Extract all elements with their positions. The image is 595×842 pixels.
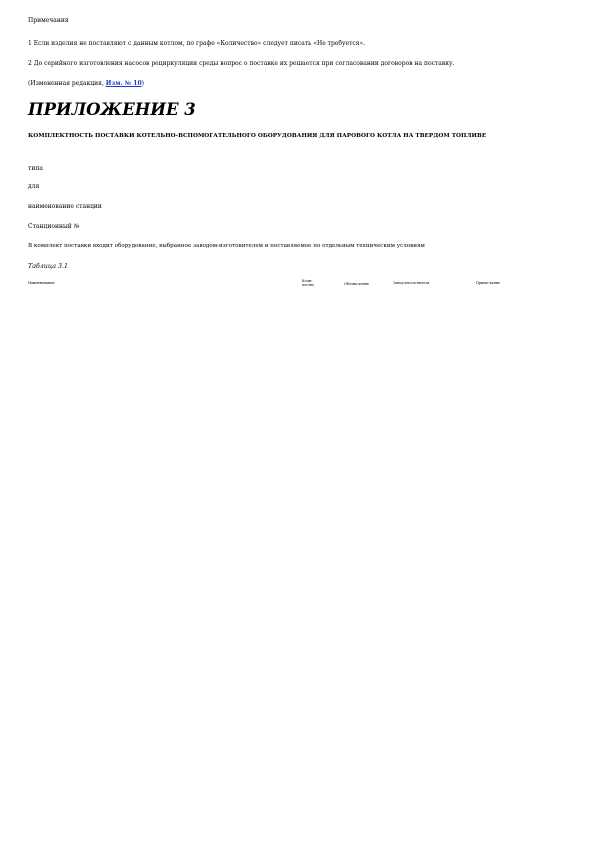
edition-prefix: (Измененная редакция, [28,80,106,87]
field-for-label: для [28,183,40,190]
note-item-2: 2 До серийного изготовления насосов рециркуляции среды вопрос о поставке их решается при согласовании договоров на поставку. [28,60,455,67]
table-caption: Таблица 3.1 [28,263,69,270]
field-station-label: наименование станции [28,203,102,210]
table-header-cell: Коли-чество [302,279,314,287]
note-item-1: 1 Если изделия не поставляют с данным котлом, по графе «Количество» следует писать «Не требуется». [28,40,366,47]
table-header-cell: Обозна-чение [344,282,369,286]
edition-suffix: ) [141,80,144,87]
table-header-cell: Приме-чание [476,281,500,285]
field-number-label: Станционный № [28,223,80,230]
table-header-cell: Наименование [28,281,55,285]
field-type-label: типа [28,165,43,172]
edition-note [28,80,144,88]
appendix-title: ПРИЛОЖЕНИЕ 3 [28,100,196,119]
appendix-subtitle: КОМПЛЕКТНОСТЬ ПОСТАВКИ КОТЕЛЬНО-ВСПОМОГАТЕЛЬНОГО ОБОРУДОВАНИЯ ДЛЯ ПАРОВОГО КОТЛА НА ТВЕРДОМ ТОПЛИВЕ [28,133,487,139]
intro-text: В комплект поставки входит оборудование, выбранное заводом-изготовителем и поставляемое по отдельным техническим условиям [28,243,425,249]
amendment-link[interactable]: Изм. № 10 [105,80,142,87]
notes-heading: Примечания [28,17,69,24]
table-header-cell: Завод-изгото-витель [393,281,430,285]
